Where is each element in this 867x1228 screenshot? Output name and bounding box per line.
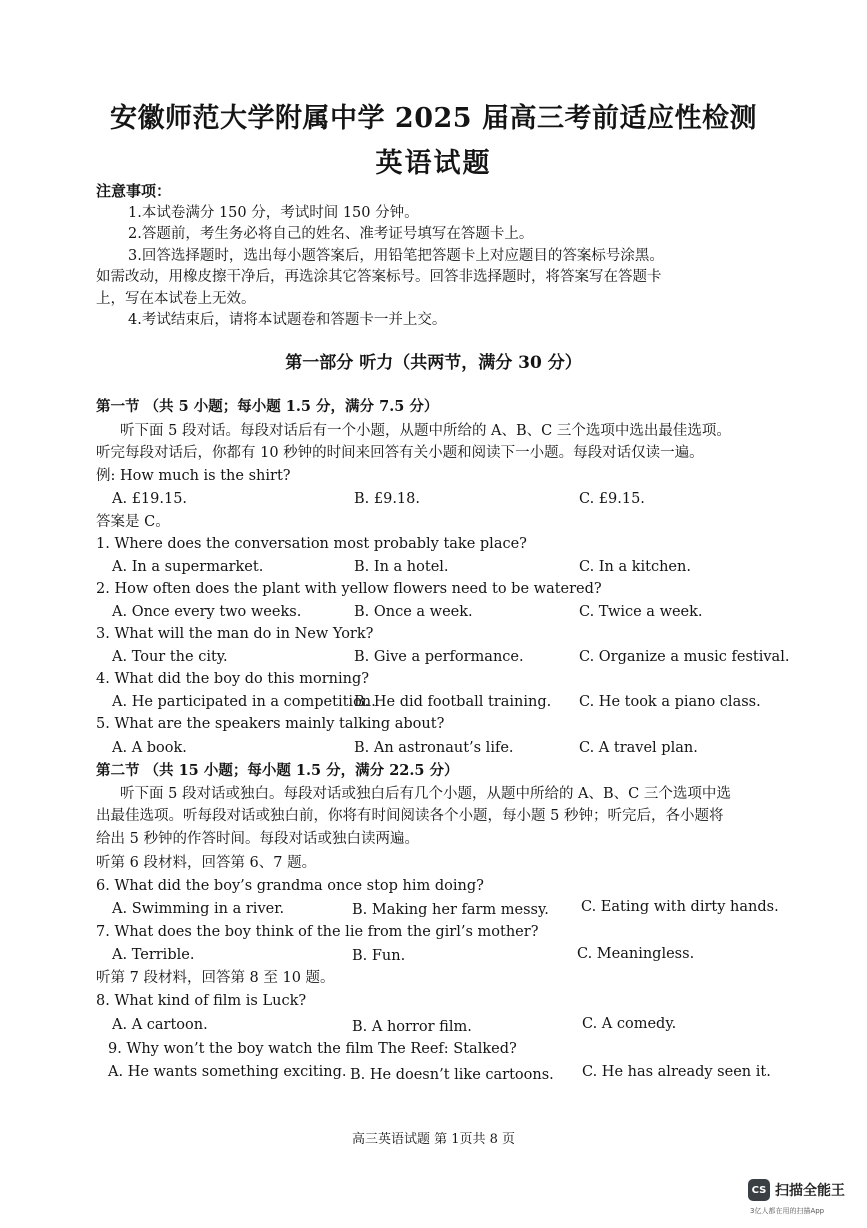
scanner-watermark	[748, 1177, 845, 1203]
option-c: C. Organize a music festival.	[579, 649, 790, 665]
option-c: C. Eating with dirty hands.	[581, 899, 779, 915]
option-c: C. A comedy.	[582, 1016, 677, 1032]
notice-title: 注意事项：	[96, 182, 172, 200]
option-c: C. Meaningless.	[577, 946, 695, 962]
exam-title: 安徽师范大学附属中学 2025 届高三考前适应性检测	[110, 103, 757, 134]
option-c: C. Twice a week.	[579, 604, 703, 620]
section-heading: 第二节 （共 15 小题；每小题 1.5 分，满分 22.5 分）	[96, 762, 459, 779]
section-instruction: 听下面 5 段对话。每段对话后有一个小题，从题中所给的 A、B、C 三个选项中选出最佳选项。	[120, 423, 731, 439]
option-b: B. He doesn’t like cartoons.	[350, 1067, 554, 1083]
question-text: 7. What does the boy think of the lie from the girl’s mother?	[96, 924, 539, 940]
question-text: 8. What kind of film is Luck?	[96, 993, 307, 1009]
page-footer: 高三英语试题 第 1页共 8 页	[351, 1132, 516, 1147]
notice-item: 4.考试结束后，请将本试题卷和答题卡一并上交。	[128, 312, 447, 328]
notice-item: 2.答题前，考生务必将自己的姓名、准考证号填写在答题卡上。	[128, 226, 534, 242]
scanner-tagline: 3亿人都在用的扫描App	[750, 1207, 825, 1215]
question-text: 4. What did the boy do this morning?	[96, 671, 370, 687]
option-b: B. Making her farm messy.	[352, 902, 549, 918]
option-a: A. He wants something exciting.	[108, 1064, 347, 1080]
option-c: C. He has already seen it.	[582, 1064, 771, 1080]
example-answer: 答案是 C。	[96, 514, 170, 530]
example-question: 例: How much is the shirt?	[96, 468, 291, 484]
scanner-name: 扫描全能王	[775, 1183, 845, 1199]
option-a: A. Terrible.	[112, 947, 195, 963]
option-a: A. A cartoon.	[112, 1017, 208, 1033]
scanner-logo-icon: CS	[748, 1179, 770, 1201]
section-instruction: 出最佳选项。听每段对话或独白前，你将有时间阅读各个小题，每小题 5 秒钟；听完后，各小题将	[96, 808, 724, 824]
option-b: B. A horror film.	[352, 1019, 472, 1035]
question-text: 2. How often does the plant with yellow flowers need to be watered?	[96, 581, 602, 597]
option-a: A. Once every two weeks.	[112, 604, 302, 620]
option-a: A. Tour the city.	[112, 649, 228, 665]
question-text: 6. What did the boy’s grandma once stop him doing?	[96, 878, 484, 894]
question-text: 3. What will the man do in New York?	[96, 626, 374, 642]
option-c: C. He took a piano class.	[579, 694, 761, 710]
option-a: A. Swimming in a river.	[112, 901, 285, 917]
option-c: C. In a kitchen.	[579, 559, 691, 575]
option-a: A. £19.15.	[112, 491, 188, 507]
option-b: B. An astronaut’s life.	[354, 740, 514, 756]
material-note: 听第 7 段材料，回答第 8 至 10 题。	[96, 970, 335, 986]
material-note: 听第 6 段材料，回答第 6、7 题。	[96, 855, 317, 871]
option-b: B. He did football training.	[354, 694, 552, 710]
option-a: A. A book.	[112, 740, 187, 756]
notice-item: 如需改动，用橡皮擦干净后，再选涂其它答案标号。回答非选择题时，将答案写在答题卡	[96, 269, 662, 285]
option-b: B. In a hotel.	[354, 559, 449, 575]
option-c: C. £9.15.	[579, 491, 645, 507]
section-instruction: 给出 5 秒钟的作答时间。每段对话或独白读两遍。	[96, 831, 419, 847]
option-a: A. In a supermarket.	[112, 559, 264, 575]
section-instruction: 听下面 5 段对话或独白。每段对话或独白后有几个小题，从题中所给的 A、B、C 三个选项中选	[120, 786, 731, 802]
question-text: 9. Why won’t the boy watch the film The Reef: Stalked?	[108, 1041, 517, 1057]
option-b: B. Once a week.	[354, 604, 473, 620]
notice-item: 上，写在本试卷上无效。	[96, 291, 256, 307]
section-instruction: 听完每段对话后，你都有 10 秒钟的时间来回答有关小题和阅读下一小题。每段对话仅读一遍。	[96, 445, 704, 461]
section-heading: 第一节 （共 5 小题；每小题 1.5 分，满分 7.5 分）	[96, 398, 439, 415]
notice-item: 1.本试卷满分 150 分，考试时间 150 分钟。	[128, 205, 419, 221]
option-b: B. Fun.	[352, 948, 406, 964]
notice-item: 3.回答选择题时，选出每小题答案后，用铅笔把答题卡上对应题目的答案标号涂黑。	[128, 248, 664, 264]
option-a: A. He participated in a competition.	[112, 694, 376, 710]
question-text: 1. Where does the conversation most probably take place?	[96, 536, 527, 552]
part-title: 第一部分 听力（共两节，满分 30 分）	[285, 353, 582, 373]
option-b: B. Give a performance.	[354, 649, 524, 665]
option-c: C. A travel plan.	[579, 740, 698, 756]
exam-subtitle: 英语试题	[375, 148, 492, 179]
option-b: B. £9.18.	[354, 491, 420, 507]
question-text: 5. What are the speakers mainly talking about?	[96, 716, 445, 732]
